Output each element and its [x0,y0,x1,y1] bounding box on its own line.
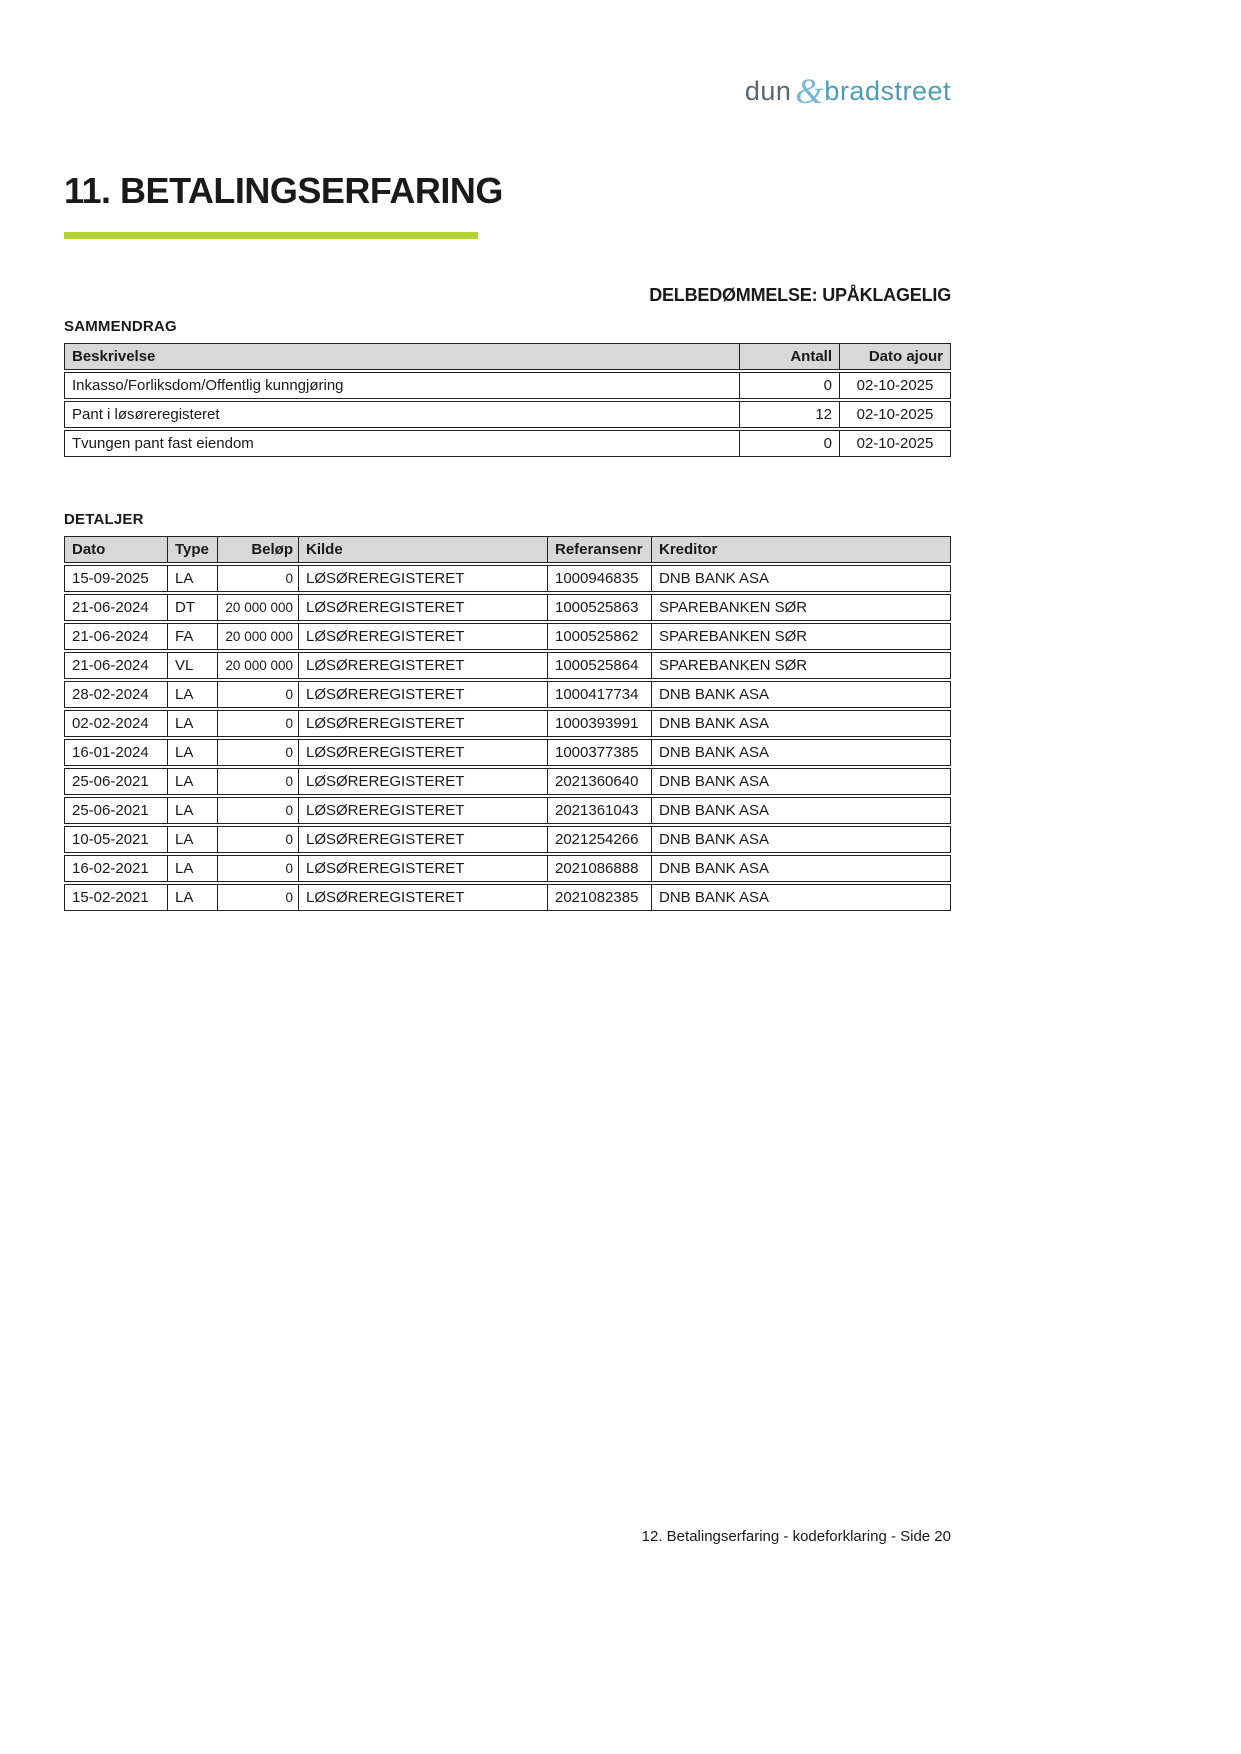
table-cell: LA [168,826,218,853]
table-cell: 21-06-2024 [64,652,168,679]
table-cell: 25-06-2021 [64,797,168,824]
table-cell: 02-02-2024 [64,710,168,737]
table-cell: LØSØREREGISTERET [299,565,548,592]
table-row [64,652,951,679]
table-cell: 1000417734 [548,681,652,708]
table-cell: 16-02-2021 [64,855,168,882]
table-cell: 1000525862 [548,623,652,650]
table-cell: LA [168,565,218,592]
table-cell: 1000946835 [548,565,652,592]
summary-table [64,341,951,459]
table-cell: 16-01-2024 [64,739,168,766]
table-cell: LØSØREREGISTERET [299,739,548,766]
table-cell: 10-05-2021 [64,826,168,853]
table-cell: 15-02-2021 [64,884,168,911]
table-cell: 1000377385 [548,739,652,766]
table-cell: DNB BANK ASA [652,797,951,824]
table-cell: 21-06-2024 [64,623,168,650]
table-row [64,826,951,853]
table-row [64,594,951,621]
table-cell: 25-06-2021 [64,768,168,795]
table-cell: 0 [218,855,299,882]
table-cell: 02-10-2025 [840,372,951,399]
table-cell: 20 000 000 [218,652,299,679]
table-cell: Pant i løsøreregisteret [64,401,740,428]
table-cell: LØSØREREGISTERET [299,855,548,882]
table-cell: LØSØREREGISTERET [299,681,548,708]
table-header-cell: Beskrivelse [64,343,740,370]
table-cell: 1000525863 [548,594,652,621]
table-header-cell: Referansenr [548,536,652,563]
table-cell: 20 000 000 [218,594,299,621]
logo-word-dun: dun [744,76,792,106]
table-header-cell: Kreditor [652,536,951,563]
table-cell: 2021360640 [548,768,652,795]
assessment-heading: DELBEDØMMELSE: UPÅKLAGELIG [649,285,951,305]
table-cell: LØSØREREGISTERET [299,710,548,737]
table-row [64,372,951,399]
page-title: 11. BETALINGSERFARING [64,170,503,211]
details-table [64,534,951,913]
table-row [64,681,951,708]
table-cell: 0 [218,826,299,853]
table-cell: 0 [218,739,299,766]
table-cell: 0 [740,430,840,457]
table-cell: DNB BANK ASA [652,710,951,737]
table-cell: LØSØREREGISTERET [299,797,548,824]
table-cell: LA [168,710,218,737]
table-header-cell: Type [168,536,218,563]
table-cell: FA [168,623,218,650]
title-underline-bar [64,232,478,239]
table-header-cell: Kilde [299,536,548,563]
table-cell: 0 [218,768,299,795]
table-cell: LA [168,855,218,882]
table-cell: 2021254266 [548,826,652,853]
table-cell: 2021361043 [548,797,652,824]
table-header-cell: Dato ajour [840,343,951,370]
table-cell: DNB BANK ASA [652,681,951,708]
page-footer: 12. Betalingserfaring - kodeforklaring - Side 20 [641,1528,951,1545]
table-cell: LØSØREREGISTERET [299,768,548,795]
table-cell: DNB BANK ASA [652,739,951,766]
table-row [64,797,951,824]
table-cell: LØSØREREGISTERET [299,623,548,650]
table-cell: SPAREBANKEN SØR [652,652,951,679]
table-cell: 28-02-2024 [64,681,168,708]
table-cell: 12 [740,401,840,428]
logo-word-bradstreet: bradstreet [824,76,951,106]
table-cell: 21-06-2024 [64,594,168,621]
table-cell: LØSØREREGISTERET [299,652,548,679]
table-cell: SPAREBANKEN SØR [652,594,951,621]
table-row [64,623,951,650]
table-cell: DNB BANK ASA [652,855,951,882]
table-cell: 02-10-2025 [840,401,951,428]
table-cell: 2021086888 [548,855,652,882]
table-cell: DNB BANK ASA [652,884,951,911]
table-cell: 1000393991 [548,710,652,737]
table-cell: LA [168,797,218,824]
table-header-cell: Beløp [218,536,299,563]
table-cell: LØSØREREGISTERET [299,594,548,621]
table-cell: 0 [218,681,299,708]
summary-table-head [64,343,951,370]
table-header-cell: Dato [64,536,168,563]
table-cell: 0 [218,797,299,824]
table-row [64,430,951,457]
table-cell: SPAREBANKEN SØR [652,623,951,650]
details-section-label: DETALJER [64,511,144,528]
page-content [64,0,951,913]
table-cell: DNB BANK ASA [652,565,951,592]
table-cell: 0 [740,372,840,399]
table-cell: 0 [218,710,299,737]
table-cell: VL [168,652,218,679]
table-cell: Tvungen pant fast eiendom [64,430,740,457]
table-cell: 02-10-2025 [840,430,951,457]
table-row [64,710,951,737]
summary-table-body [64,372,951,457]
table-row [64,401,951,428]
table-cell: LA [168,739,218,766]
table-cell: 1000525864 [548,652,652,679]
table-cell: 0 [218,565,299,592]
table-cell: 15-09-2025 [64,565,168,592]
table-cell: LA [168,768,218,795]
table-header-cell: Antall [740,343,840,370]
details-table-body [64,565,951,911]
table-row [64,855,951,882]
table-row [64,739,951,766]
table-cell: LØSØREREGISTERET [299,884,548,911]
table-cell: LA [168,884,218,911]
table-cell: 2021082385 [548,884,652,911]
header-logo-row [64,0,951,112]
table-cell: DNB BANK ASA [652,826,951,853]
table-cell: DT [168,594,218,621]
table-row [64,884,951,911]
summary-section-label: SAMMENDRAG [64,318,177,335]
table-header-row [64,536,951,563]
details-table-head [64,536,951,563]
table-cell: LØSØREREGISTERET [299,826,548,853]
table-header-row [64,343,951,370]
table-cell: DNB BANK ASA [652,768,951,795]
table-cell: LA [168,681,218,708]
table-row [64,565,951,592]
table-row [64,768,951,795]
table-cell: 0 [218,884,299,911]
table-cell: Inkasso/Forliksdom/Offentlig kunngjøring [64,372,740,399]
dun-bradstreet-logo [744,71,951,111]
table-cell: 20 000 000 [218,623,299,650]
ampersand-logo-icon: & [795,71,824,111]
